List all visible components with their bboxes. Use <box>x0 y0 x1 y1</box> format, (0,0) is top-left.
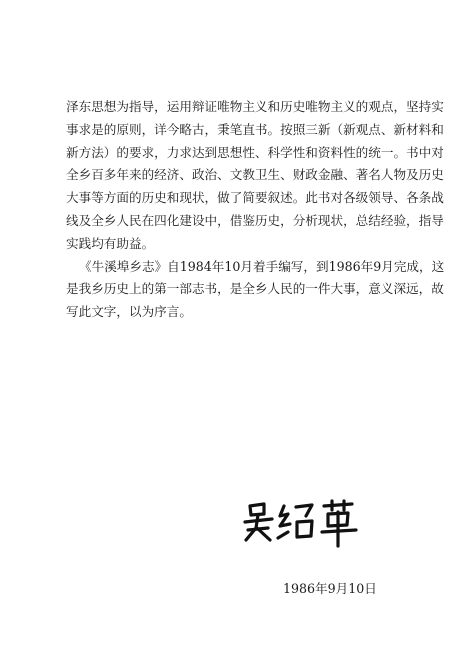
text-line: 泽东思想为指导，运用辩证唯物主义和历史唯物主义的观点，坚持实 <box>66 99 444 114</box>
paragraph-2 <box>66 256 445 324</box>
text-line: 实践均有助益。 <box>66 235 155 251</box>
text-line: 写此文字，以为序言。 <box>66 304 192 320</box>
text-line: 《牛溪埠乡志》自1984年10月着手编写，到1986年9月完成，这 <box>79 258 445 274</box>
text-line: 新方法）的要求，力求达到思想性、科学性和资料性的统一。书中对 <box>66 144 444 160</box>
text-line: 全乡百多年来的经济、政治、文教卫生、财政金融、著名人物及历史 <box>66 167 444 183</box>
text-line: 大事等方面的历史和现状，做了简要叙述。此书对各级领导、各条战 <box>66 190 444 206</box>
text-line: 是我乡历史上的第一部志书，是全乡人民的一件大事，意义深远，故 <box>66 281 444 297</box>
text-line: 事求是的原则，详今略古，秉笔直书。按照三新（新观点、新材料和 <box>66 121 444 137</box>
preface-body <box>66 96 445 324</box>
document-date: 1986年9月10日 <box>283 581 377 596</box>
handwritten-signature <box>240 498 360 548</box>
text-line: 线及全乡人民在四化建设中，借鉴历史，分析现状，总结经验，指导 <box>66 212 444 228</box>
paragraph-1 <box>66 96 444 256</box>
